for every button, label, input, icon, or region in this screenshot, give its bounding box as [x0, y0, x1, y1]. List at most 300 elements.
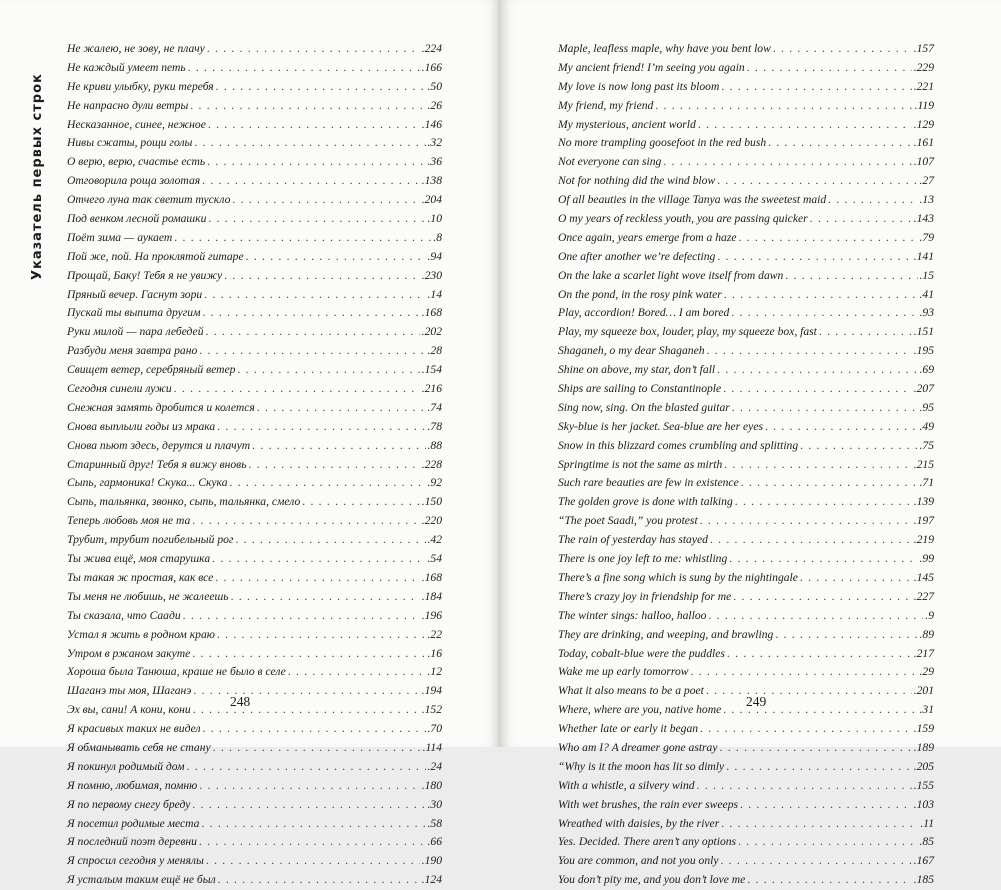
index-entry — [558, 78, 934, 97]
page-reference: .13 — [919, 193, 934, 207]
page-reference: .219 — [913, 533, 934, 547]
first-line-text: Теперь любовь моя не та — [67, 514, 191, 528]
first-line-text: Once again, years emerge from a haze — [558, 230, 737, 244]
page-reference: .189 — [913, 740, 934, 754]
page-reference: .151 — [913, 325, 934, 339]
dot-leader — [733, 588, 911, 607]
dot-leader — [768, 134, 912, 153]
index-entry — [67, 720, 442, 739]
dot-leader — [192, 645, 425, 664]
dot-leader — [765, 418, 918, 437]
dot-leader — [732, 399, 918, 418]
page-reference: .66 — [427, 835, 442, 849]
index-entry — [558, 248, 934, 267]
dot-leader — [727, 645, 912, 664]
index-entry — [558, 739, 934, 758]
page-reference: .74 — [427, 400, 442, 414]
dot-leader — [174, 229, 431, 248]
page-reference: .220 — [421, 514, 442, 528]
page-reference: .138 — [421, 174, 442, 188]
index-entry — [558, 172, 934, 191]
first-line-text: One after another we’re defecting — [558, 249, 716, 263]
page-reference: .49 — [919, 419, 934, 433]
dot-leader — [199, 833, 426, 852]
index-entry — [558, 399, 934, 418]
dot-leader — [199, 342, 425, 361]
first-line-text: Сыпь, гармоника! Скука... Скука — [67, 476, 228, 490]
index-entry — [558, 720, 934, 739]
dot-leader — [252, 437, 425, 456]
page-reference: .58 — [427, 816, 442, 830]
first-line-text: My mysterious, ancient world — [558, 117, 696, 131]
index-entry — [67, 682, 442, 701]
index-entry — [558, 286, 934, 305]
index-entry — [558, 418, 934, 437]
page-reference: .221 — [913, 79, 934, 93]
index-entry — [558, 59, 934, 78]
page-reference: .161 — [913, 136, 934, 150]
page-reference: .184 — [421, 589, 442, 603]
page-reference: .11 — [920, 816, 934, 830]
page-reference: .202 — [421, 325, 442, 339]
first-line-text: Я последний поэт деревни — [67, 835, 197, 849]
first-line-text: Снова пьют здесь, дерутся и плачут — [67, 438, 251, 452]
page-reference: .41 — [919, 287, 934, 301]
dot-leader — [721, 78, 911, 97]
page-reference: .143 — [913, 212, 934, 226]
first-line-text: O my years of reckless youth, you are passing quicker — [558, 212, 808, 226]
first-line-text: Шаганэ ты моя, Шаганэ — [67, 684, 192, 698]
dot-leader — [773, 40, 912, 59]
index-entry — [67, 380, 442, 399]
index-entry — [558, 116, 934, 135]
index-entry — [558, 493, 934, 512]
index-entry — [558, 758, 934, 777]
first-line-text: Yes. Decided. There aren’t any options — [558, 835, 737, 849]
dot-leader — [192, 796, 425, 815]
page-reference: .54 — [427, 552, 442, 566]
page-reference: .79 — [919, 230, 934, 244]
index-entry — [67, 153, 442, 172]
index-entry — [67, 229, 442, 248]
page-reference: .180 — [421, 778, 442, 792]
first-line-text: The rain of yesterday has stayed — [558, 533, 708, 547]
page-reference: .95 — [919, 400, 934, 414]
first-line-text: Снежная замять дробится и колется — [67, 400, 255, 414]
first-line-text: Such rare beauties are few in existence — [558, 476, 739, 490]
page-reference: .94 — [427, 249, 442, 263]
dot-leader — [288, 663, 426, 682]
dot-leader — [828, 191, 917, 210]
first-line-text: My love is now long past its bloom — [558, 79, 720, 93]
page-reference: .29 — [919, 665, 934, 679]
index-entry — [558, 342, 934, 361]
first-line-text: With wet brushes, the rain ever sweeps — [558, 797, 739, 811]
first-line-text: On the lake a scarlet light wove itself from dawn — [558, 268, 784, 282]
dot-leader — [192, 512, 419, 531]
index-entry — [558, 210, 934, 229]
first-line-text: Я по первому снегу бреду — [67, 797, 191, 811]
page-reference: .114 — [422, 740, 442, 754]
dot-leader — [193, 682, 419, 701]
page-reference: .93 — [919, 306, 934, 320]
first-line-text: The golden grove is done with talking — [558, 495, 733, 509]
index-entry — [558, 588, 934, 607]
dot-leader — [700, 720, 912, 739]
first-line-text: Эх вы, сани! А кони, кони — [67, 703, 191, 717]
dot-leader — [212, 550, 425, 569]
page-reference: .30 — [427, 797, 442, 811]
page-reference: .154 — [421, 363, 442, 377]
first-line-text: Я спросил сегодня у менялы — [67, 854, 204, 868]
page-reference: .31 — [919, 703, 934, 717]
left-running-title-text: Указатель первых строк — [30, 73, 45, 280]
first-line-text: With a whistle, a silvery wind — [558, 778, 695, 792]
first-line-text: Я усталым таким ещё не был — [67, 873, 216, 887]
dot-leader — [800, 437, 917, 456]
dot-leader — [187, 758, 426, 777]
dot-leader — [202, 172, 420, 191]
index-entry — [67, 569, 442, 588]
first-line-text: You are common, and not you only — [558, 854, 719, 868]
index-entry — [67, 607, 442, 626]
index-entry — [558, 531, 934, 550]
first-line-text: Старинный друг! Тебя я вижу вновь — [67, 457, 247, 471]
first-line-text: Ты такая ж простая, как все — [67, 570, 214, 584]
page-reference: .70 — [427, 722, 442, 736]
dot-leader — [819, 323, 912, 342]
index-entry — [67, 418, 442, 437]
dot-leader — [208, 116, 420, 135]
first-line-text: What it also means to be a poet — [558, 684, 704, 698]
page-reference: .78 — [427, 419, 442, 433]
dot-leader — [202, 304, 419, 323]
index-entry — [558, 267, 934, 286]
first-line-text: Руки милой — пара лебедей — [67, 325, 204, 339]
first-line-text: Shaganeh, o my dear Shaganeh — [558, 344, 705, 358]
first-line-text: Не напрасно дули ветры — [67, 98, 189, 112]
page-reference: .194 — [421, 684, 442, 698]
page-reference: .168 — [421, 306, 442, 320]
first-line-text: Пой же, пой. На проклятой гитаре — [67, 249, 244, 263]
index-entry — [67, 97, 442, 116]
index-entry — [558, 550, 934, 569]
right-page-number: 249 — [746, 694, 767, 709]
page-reference: .157 — [913, 42, 934, 55]
dot-leader — [800, 569, 912, 588]
page-reference: .168 — [421, 570, 442, 584]
index-entry — [67, 626, 442, 645]
page-reference: .207 — [913, 382, 934, 396]
first-line-text: Не жалею, не зову, не плачу — [67, 42, 205, 55]
index-entry — [67, 777, 442, 796]
page-reference: .166 — [421, 60, 442, 74]
first-line-text: Ты сказала, что Саади — [67, 608, 181, 622]
page-reference: .155 — [913, 778, 934, 792]
first-line-text: Snow in this blizzard comes crumbling and splitting — [558, 438, 799, 452]
dot-leader — [201, 815, 425, 834]
left-index-list — [67, 40, 442, 890]
first-line-text: Под венком лесной ромашки — [67, 212, 207, 226]
dot-leader — [193, 701, 420, 720]
index-entry — [67, 456, 442, 475]
dot-leader — [206, 323, 420, 342]
dot-leader — [731, 304, 917, 323]
index-entry — [67, 531, 442, 550]
first-line-text: Устал я жить в родном краю — [67, 627, 215, 641]
page-reference: .8 — [433, 230, 442, 244]
page-reference: .196 — [421, 608, 442, 622]
page-reference: .129 — [913, 117, 934, 131]
dot-leader — [174, 380, 420, 399]
index-entry — [558, 796, 934, 815]
dot-leader — [697, 777, 912, 796]
first-line-text: Wreathed with daisies, by the river — [558, 816, 720, 830]
first-line-text: Снова выплыли годы из мрака — [67, 419, 216, 433]
dot-leader — [700, 512, 912, 531]
first-line-text: No more trampling goosefoot in the red bush — [558, 136, 767, 150]
page-reference: .22 — [427, 627, 442, 641]
dot-leader — [207, 153, 425, 172]
dot-leader — [231, 588, 420, 607]
dot-leader — [747, 59, 912, 78]
first-line-text: Хороша была Танюша, краше не было в селе — [67, 665, 286, 679]
first-line-text: Play, accordion! Bored… I am bored — [558, 306, 730, 320]
dot-leader — [738, 833, 917, 852]
dot-leader — [217, 418, 425, 437]
page-reference: .215 — [913, 457, 934, 471]
dot-leader — [720, 852, 911, 871]
dot-leader — [207, 40, 420, 59]
first-line-text: Not everyone can sing — [558, 155, 662, 169]
dot-leader — [302, 493, 419, 512]
page-reference: .28 — [427, 344, 442, 358]
first-line-text: О верю, верю, счастье есть — [67, 155, 206, 169]
dot-leader — [740, 796, 912, 815]
dot-leader — [237, 361, 419, 380]
dot-leader — [188, 59, 420, 78]
dot-leader — [246, 248, 426, 267]
page-reference: .139 — [913, 495, 934, 509]
dot-leader — [217, 626, 426, 645]
left-page — [0, 0, 499, 887]
page-reference: .195 — [913, 344, 934, 358]
first-line-text: Sky-blue is her jacket. Sea-blue are her eyes — [558, 419, 763, 433]
page-reference: .124 — [421, 873, 442, 887]
index-entry — [67, 40, 442, 59]
first-line-text: Несказанное, синее, нежное — [67, 117, 206, 131]
index-entry — [558, 569, 934, 588]
dot-leader — [206, 852, 420, 871]
page-reference: .141 — [913, 249, 934, 263]
index-entry — [67, 267, 442, 286]
page-reference: .88 — [427, 438, 442, 452]
page-reference: .27 — [919, 174, 934, 188]
first-line-text: Springtime is not the same as mirth — [558, 457, 723, 471]
first-line-text: Ты жива ещё, моя старушка — [67, 552, 211, 566]
page-reference: .92 — [427, 476, 442, 490]
page-reference: .9 — [925, 608, 934, 622]
page-reference: .152 — [421, 703, 442, 717]
index-entry — [558, 512, 934, 531]
first-line-text: Wake me up early tomorrow — [558, 665, 689, 679]
index-entry — [67, 286, 442, 305]
first-line-text: The winter sings: halloo, halloo — [558, 608, 707, 622]
index-entry — [67, 833, 442, 852]
dot-leader — [257, 399, 426, 418]
dot-leader — [190, 97, 425, 116]
index-entry — [558, 626, 934, 645]
first-line-text: Разбуди меня завтра рано — [67, 344, 198, 358]
index-entry — [67, 134, 442, 153]
page-reference: .71 — [919, 476, 934, 490]
page-reference: .14 — [427, 287, 442, 301]
index-entry — [558, 645, 934, 664]
first-line-text: Ты меня не любишь, не жалеешь — [67, 589, 229, 603]
first-line-text: Sing now, sing. On the blasted guitar — [558, 400, 730, 414]
index-entry — [558, 191, 934, 210]
index-entry — [67, 399, 442, 418]
page-reference: .229 — [913, 60, 934, 74]
dot-leader — [710, 531, 912, 550]
index-entry — [558, 607, 934, 626]
page-reference: .216 — [421, 382, 442, 396]
page-reference: .119 — [914, 98, 934, 112]
page-reference: .224 — [421, 42, 442, 55]
first-line-text: Where, where are you, native home — [558, 703, 722, 717]
left-page-number: 248 — [230, 694, 251, 709]
dot-leader — [235, 531, 425, 550]
page-reference: .107 — [913, 155, 934, 169]
first-line-text: Of all beauties in the village Tanya was the sweetest maid — [558, 193, 827, 207]
index-entry — [558, 97, 934, 116]
dot-leader — [721, 815, 918, 834]
index-entry — [67, 701, 442, 720]
left-running-title — [30, 40, 50, 280]
first-line-text: Утром в ржаном закуте — [67, 646, 191, 660]
dot-leader — [707, 342, 912, 361]
index-entry — [67, 172, 442, 191]
page-reference: .26 — [427, 98, 442, 112]
first-line-text: There’s crazy joy in friendship for me — [558, 589, 732, 603]
index-entry — [558, 663, 934, 682]
first-line-text: Трубит, трубит погибельный рог — [67, 533, 234, 547]
dot-leader — [224, 267, 420, 286]
first-line-text: Who am I? A dreamer gone astray — [558, 740, 718, 754]
first-line-text: Сыпь, тальянка, звонко, сыпь, тальянка, смело — [67, 495, 301, 509]
dot-leader — [724, 286, 918, 305]
index-entry — [67, 871, 442, 890]
page-reference: .145 — [913, 570, 934, 584]
first-line-text: You don’t pity me, and you don’t love me — [558, 873, 746, 887]
page-reference: .159 — [913, 722, 934, 736]
page-reference: .146 — [421, 117, 442, 131]
page-reference: .75 — [919, 438, 934, 452]
index-entry — [67, 474, 442, 493]
page-reference: .16 — [427, 646, 442, 660]
first-line-text: Maple, leafless maple, why have you bent low — [558, 42, 771, 55]
dot-leader — [724, 456, 911, 475]
page-reference: .150 — [421, 495, 442, 509]
dot-leader — [717, 361, 917, 380]
index-entry — [67, 323, 442, 342]
first-line-text: My friend, my friend — [558, 98, 654, 112]
first-line-text: Не криви улыбку, руки теребя — [67, 79, 214, 93]
first-line-text: Пускай ты выпита другим — [67, 306, 201, 320]
first-line-text: Я помню, любимая, помню — [67, 778, 198, 792]
dot-leader — [203, 720, 426, 739]
first-line-text: On the pond, in the rosy pink water — [558, 287, 722, 301]
first-line-text: Отговорила роща золотая — [67, 174, 201, 188]
index-entry — [67, 59, 442, 78]
dot-leader — [194, 134, 425, 153]
dot-leader — [726, 758, 912, 777]
page-reference: .50 — [427, 79, 442, 93]
page-reference: .103 — [913, 797, 934, 811]
index-entry — [67, 248, 442, 267]
index-entry — [67, 663, 442, 682]
page-reference: .24 — [427, 759, 442, 773]
dot-leader — [706, 682, 912, 701]
first-line-text: Пряный вечер. Гаснут зори — [67, 287, 203, 301]
index-entry — [558, 474, 934, 493]
first-line-text: Я посетил родимые места — [67, 816, 200, 830]
index-entry — [67, 588, 442, 607]
index-entry — [558, 777, 934, 796]
index-entry — [67, 304, 442, 323]
dot-leader — [741, 474, 918, 493]
dot-leader — [663, 153, 911, 172]
page-reference: .201 — [913, 684, 934, 698]
index-entry — [67, 796, 442, 815]
page-reference: .89 — [919, 627, 934, 641]
index-entry — [67, 758, 442, 777]
dot-leader — [735, 493, 912, 512]
dot-leader — [785, 267, 917, 286]
dot-leader — [708, 607, 923, 626]
index-entry — [558, 871, 934, 890]
page-reference: .185 — [913, 873, 934, 887]
dot-leader — [717, 248, 911, 267]
index-entry — [558, 833, 934, 852]
right-page — [501, 0, 1001, 887]
index-entry — [67, 852, 442, 871]
dot-leader — [199, 777, 419, 796]
first-line-text: Play, my squeeze box, louder, play, my squeeze box, fast — [558, 325, 817, 339]
index-entry — [558, 134, 934, 153]
first-line-text: Shine on above, my star, don’t fall — [558, 363, 716, 377]
index-entry — [67, 493, 442, 512]
first-line-text: Я красивых таких не видел — [67, 722, 201, 736]
dot-leader — [717, 172, 917, 191]
first-line-text: Я покинул родимый дом — [67, 759, 185, 773]
page-reference: .12 — [427, 665, 442, 679]
first-line-text: Свищет ветер, серебряный ветер — [67, 363, 236, 377]
first-line-text: My ancient friend! I’m seeing you again — [558, 60, 745, 74]
index-entry — [558, 437, 934, 456]
index-entry — [67, 512, 442, 531]
right-index-list — [558, 40, 934, 890]
page-reference: .190 — [421, 854, 442, 868]
index-entry — [67, 361, 442, 380]
index-entry — [67, 191, 442, 210]
dot-leader — [720, 739, 912, 758]
dot-leader — [215, 569, 419, 588]
dot-leader — [218, 871, 420, 890]
first-line-text: Today, cobalt-blue were the puddles — [558, 646, 725, 660]
dot-leader — [810, 210, 912, 229]
index-entry — [558, 852, 934, 871]
